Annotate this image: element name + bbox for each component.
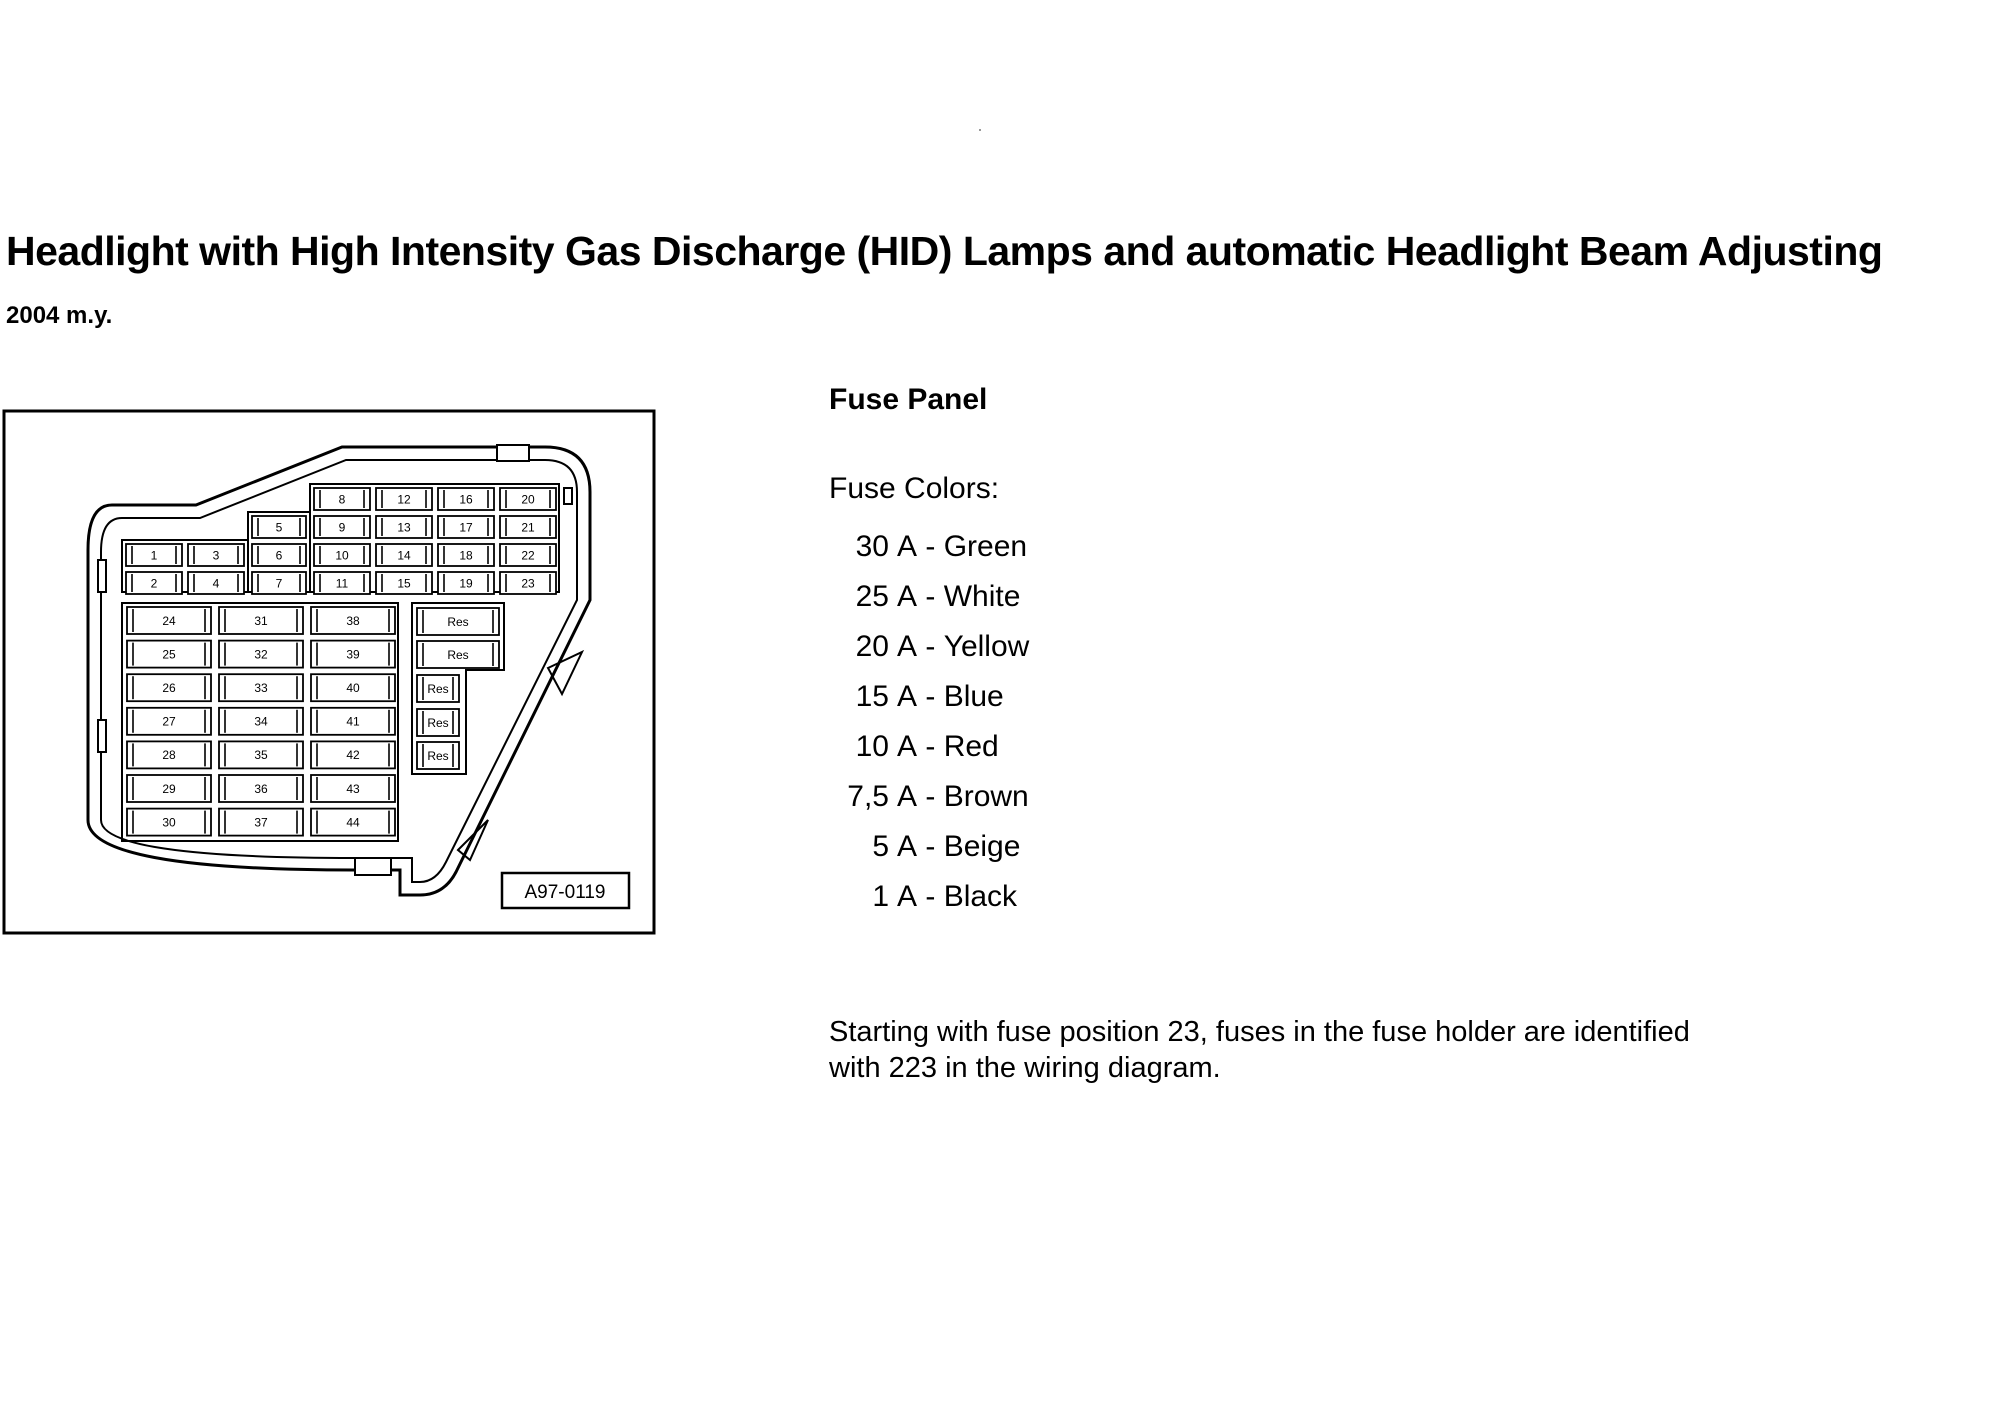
- fuse-label: 28: [162, 748, 176, 763]
- fuse-slot-18: [438, 544, 494, 566]
- fuse-slot-43: [311, 775, 395, 802]
- color-row: 5 A - Beige: [872, 830, 1021, 863]
- fuse-label: 5: [275, 520, 283, 535]
- fuse-label: 18: [459, 548, 473, 563]
- fuse-slot-8: [314, 488, 370, 510]
- fuse-slot-11: [314, 572, 370, 594]
- fuse-label: 33: [254, 681, 268, 696]
- fuse-slot-24: [127, 607, 211, 634]
- fuse-slot-23: [500, 572, 556, 594]
- diagram-label: A97-0119: [524, 882, 606, 903]
- fuse-label: 14: [397, 548, 411, 563]
- fuse-color-list: [829, 522, 1029, 922]
- fuse-label: 22: [521, 548, 535, 563]
- fuse-label: 36: [254, 781, 268, 796]
- fuse-slot-22: [500, 544, 556, 566]
- fuse-label: 20: [521, 492, 535, 507]
- fuse-slot-21: [500, 516, 556, 538]
- top-tab: [497, 445, 529, 461]
- fuse-label: 43: [346, 781, 360, 796]
- fuse-slot-19: [438, 572, 494, 594]
- fuse-label: Res: [447, 614, 469, 629]
- fuse-slot-17: [438, 516, 494, 538]
- fuse-slot-3: [188, 544, 244, 566]
- fuse-label: 2: [150, 576, 158, 591]
- color-row: 20 A - Yellow: [855, 630, 1030, 663]
- fuse-slot-2: [126, 572, 182, 594]
- fuse-slot-37: [219, 809, 303, 836]
- fuse-label: 21: [521, 520, 535, 535]
- fuse-label: 12: [397, 492, 411, 507]
- fuse-slot-15: [376, 572, 432, 594]
- fuse-slot-29: [127, 775, 211, 802]
- fuse-label: Res: [427, 681, 449, 696]
- fuse-slot-res: [417, 641, 499, 668]
- fuse-slot-38: [311, 607, 395, 634]
- fuse-label: 1: [150, 548, 158, 563]
- fuse-label: 11: [335, 576, 349, 591]
- fuse-note-line-1: Starting with fuse position 23, fuses in the fuse holder are identified: [829, 1016, 1690, 1048]
- fuse-slot-res: [417, 608, 499, 635]
- fuse-slot-44: [311, 809, 395, 836]
- fuse-label: 34: [254, 714, 268, 729]
- fuse-slot-14: [376, 544, 432, 566]
- fuse-slot-36: [219, 775, 303, 802]
- fuse-slot-32: [219, 641, 303, 668]
- fuse-slot-20: [500, 488, 556, 510]
- fuse-label: 7: [275, 576, 283, 591]
- fuse-label: Res: [447, 647, 469, 662]
- fuse-colors-heading: Fuse Colors:: [829, 472, 1000, 505]
- model-year: 2004 m.y.: [6, 302, 113, 329]
- fuse-label: 24: [162, 613, 176, 628]
- fuse-slot-res: [417, 742, 459, 769]
- fuse-label: Res: [427, 715, 449, 730]
- fuse-label: 17: [459, 520, 473, 535]
- fuse-panel-diagram: [0, 400, 660, 940]
- color-row: 30 A - Green: [855, 530, 1028, 563]
- fuse-panel-heading: Fuse Panel: [829, 383, 988, 416]
- fuse-label: 15: [397, 576, 411, 591]
- stray-dot: [979, 129, 981, 131]
- fuse-label: 37: [254, 815, 268, 830]
- fuse-slot-31: [219, 607, 303, 634]
- fuse-slot-12: [376, 488, 432, 510]
- fuse-slot-10: [314, 544, 370, 566]
- fuse-slot-res: [417, 709, 459, 736]
- left-clip-lower: [98, 720, 106, 752]
- fuse-label: 27: [162, 714, 176, 729]
- fuse-label: 8: [338, 492, 346, 507]
- fuse-slot-42: [311, 741, 395, 768]
- fuse-slot-41: [311, 708, 395, 735]
- fuse-slot-16: [438, 488, 494, 510]
- color-row: 15 A - Blue: [855, 680, 1004, 713]
- fuse-label: 38: [346, 613, 360, 628]
- page-title: Headlight with High Intensity Gas Discharge (HID) Lamps and automatic Headlight Beam Adjusting: [6, 228, 1883, 274]
- fuse-label: 23: [521, 576, 535, 591]
- fuse-label: 40: [346, 681, 360, 696]
- fuse-slot-1: [126, 544, 182, 566]
- fuse-slot-27: [127, 708, 211, 735]
- fuse-slot-6: [252, 544, 306, 566]
- fuse-slot-33: [219, 674, 303, 701]
- fuse-slot-40: [311, 674, 395, 701]
- fuse-label: 32: [254, 647, 268, 662]
- fuse-slot-7: [252, 572, 306, 594]
- fuse-label: 6: [275, 548, 283, 563]
- fuse-slot-30: [127, 809, 211, 836]
- fuse-label: 41: [346, 714, 360, 729]
- fuse-label: 26: [162, 681, 176, 696]
- fuse-label: 19: [459, 576, 473, 591]
- fuse-label: 35: [254, 748, 268, 763]
- color-row: 1 A - Black: [872, 880, 1018, 913]
- fuse-note: [829, 1014, 1690, 1086]
- fuse-slot-34: [219, 708, 303, 735]
- fuse-label: 4: [212, 576, 220, 591]
- fuse-slot-39: [311, 641, 395, 668]
- fuse-label: 29: [162, 781, 176, 796]
- fuse-label: 3: [212, 548, 220, 563]
- fuse-slot-9: [314, 516, 370, 538]
- fuse-label: 10: [335, 548, 349, 563]
- fuse-slot-res: [417, 675, 459, 702]
- fuse-label: 13: [397, 520, 411, 535]
- right-clip: [564, 488, 572, 504]
- fuse-label: 25: [162, 647, 176, 662]
- color-row: 10 A - Red: [855, 730, 999, 763]
- fuse-slot-25: [127, 641, 211, 668]
- fuse-slot-26: [127, 674, 211, 701]
- fuse-slot-28: [127, 741, 211, 768]
- fuse-label: 30: [162, 815, 176, 830]
- fuse-slot-13: [376, 516, 432, 538]
- fuse-label: 44: [346, 815, 360, 830]
- left-clip-upper: [98, 560, 106, 592]
- fuse-label: Res: [427, 748, 449, 763]
- fuse-label: 9: [338, 520, 346, 535]
- color-row: 25 A - White: [855, 580, 1021, 613]
- fuse-label: 31: [254, 613, 268, 628]
- fuse-slot-5: [252, 516, 306, 538]
- fuse-label: 42: [346, 748, 360, 763]
- color-row: 7,5 A - Brown: [847, 780, 1029, 813]
- bottom-tab: [355, 858, 391, 875]
- fuse-slot-4: [188, 572, 244, 594]
- fuse-label: 16: [459, 492, 473, 507]
- fuse-note-line-2: with 223 in the wiring diagram.: [829, 1052, 1221, 1084]
- fuse-label: 39: [346, 647, 360, 662]
- fuse-slot-35: [219, 741, 303, 768]
